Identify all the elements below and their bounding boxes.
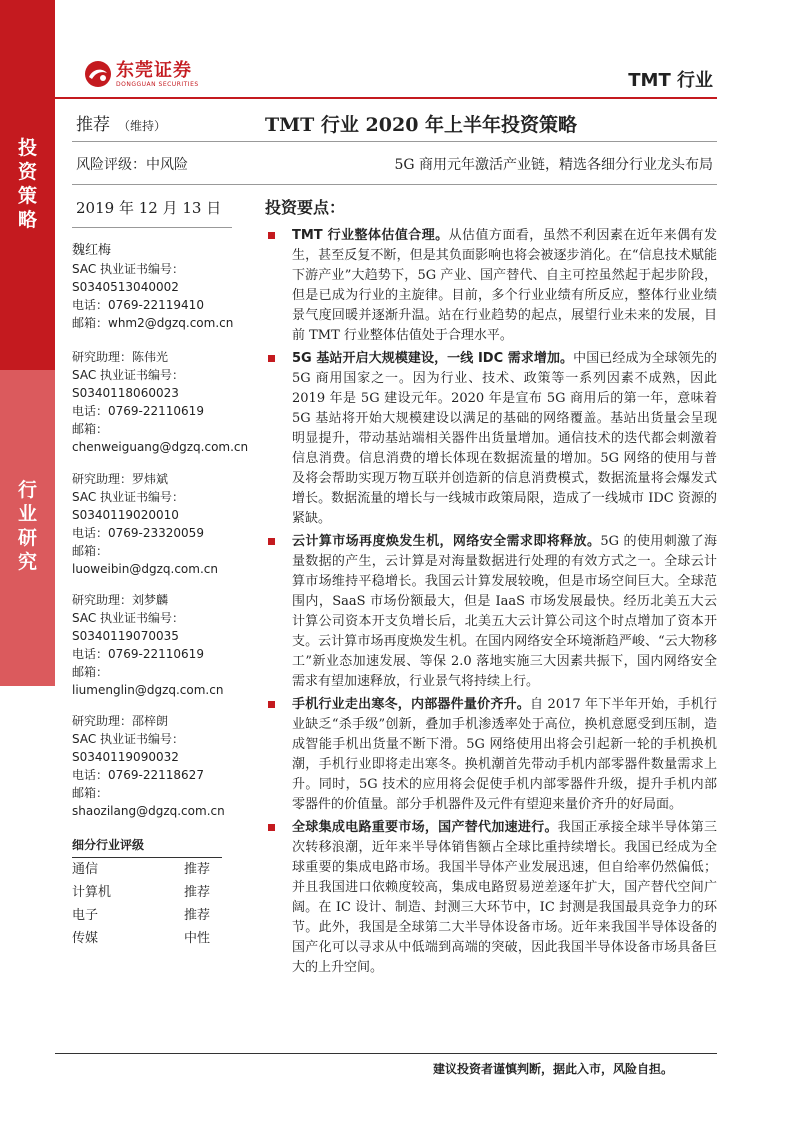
analyst-email-label: 邮箱： bbox=[72, 422, 109, 436]
analyst-card bbox=[72, 242, 233, 332]
sub-industry-ratings bbox=[72, 836, 222, 950]
analyst-cert-label: SAC 执业证书编号： bbox=[72, 732, 185, 746]
keypoint-text: 从估值方面看，虽然不利因素在近年来偶有发生，甚至反复不断，但是其负面影响也将会被逐步消化。在“信息技术赋能下游产业”大趋势下，5G 产业、国产替代、自主可控虽然起于起步阶段，但是已成为行业的主旋律。目前，多个行业业绩有所反应，整体行业业绩景气度回暖并逐渐升温。站在行业趋势的起点，展望行业未来的发展，目前 TMT 行业整体估值处于合理水平。 bbox=[292, 228, 717, 343]
table-row bbox=[72, 904, 222, 927]
analyst-phone: 电话：0769-23320059 bbox=[72, 526, 204, 540]
square-bullet-icon bbox=[268, 538, 275, 545]
analyst-name: 研究助理：刘梦麟 bbox=[72, 593, 169, 607]
divider bbox=[72, 184, 717, 185]
analyst-phone: 电话：0769-22119410 bbox=[72, 298, 204, 312]
sector-rating: 中性 bbox=[183, 931, 210, 946]
analyst-card bbox=[72, 470, 218, 578]
list-item bbox=[262, 532, 717, 692]
report-date: 2019 年 12 月 13 日 bbox=[76, 199, 222, 217]
sidebar-research-text: 行业研究 bbox=[17, 479, 37, 573]
analyst-email: liumenglin@dgzq.com.cn bbox=[72, 683, 224, 697]
analyst-cert: S0340119020010 bbox=[72, 508, 179, 522]
sector-rating: 推荐 bbox=[183, 908, 210, 923]
keypoint-text: 中国已经成为全球领先的 5G 商用国家之一。因为行业、技术、政策等一系列因素不成熟，因此 2019 年是 5G 建设元年。2020 年是宣布 5G 商用后的第一年，意味着 5G 基站将开始大规模建设以满足的基础的网络覆盖。基站出货量会呈现明显提升，带动基站端相关器件出货量增加。通信技术的迭代都会刺激着信息消费。信息消费的增长体现在数据流量的增加。5G 网络的使用与普及将会帮助实现万物互联并创造新的信息消费模式，数据流量将会爆发式增长。数据流量的增长与一线城市政策局限，造成了一线城市 IDC 资源的紧缺。 bbox=[292, 351, 717, 526]
page-title: TMT 行业 2020 年上半年投资策略 bbox=[265, 114, 578, 136]
keypoints-list bbox=[262, 226, 717, 981]
risk-rating: 风险评级：中风险 bbox=[76, 157, 188, 173]
analyst-card bbox=[72, 591, 223, 699]
analyst-cert: S0340119090032 bbox=[72, 750, 179, 764]
sidebar-label-strategy bbox=[0, 136, 55, 232]
sector-rating: 推荐 bbox=[183, 862, 210, 877]
keypoint-text: 我国正承接全球半导体第三次转移浪潮，近年来半导体销售额占全球比重持续增长。我国已经成为全球重要的集成电路市场。我国半导体产业发展迅速，但自给率仍然偏低；并且我国进口依赖度较高，集成电路贸易逆差逐年扩大，国产替代空间广阔。在 IC 设计、制造、封测三大环节中，IC 封测是我国最具竞争力的环节。此外，我国是全球第二大半导体设备市场。近年来我国半导体设备的国产化可以寻求从中低端到高端的突破，因此我国半导体设备市场具备巨大的上升空间。 bbox=[292, 820, 717, 975]
rating-status: （维持） bbox=[118, 119, 167, 133]
analyst-card bbox=[72, 712, 225, 820]
keypoint-text: 5G 的使用刺激了海量数据的产生，云计算是对海量数据进行处理的有效方式之一。全球云计算市场维持平稳增长。我国云计算发展较晚，但是市场空间巨大。全球范围内，SaaS 市场份额最大，但是 IaaS 市场发展最快。经历北美五大云计算公司资本开支负增长后，北美五大云计算公司这个时点增加了资本开支。云计算市场再度焕发生机。在国内网络安全环境渐趋严峻、“云大物移工”新业态加速发展、等保 2.0 落地实施三大因素共振下，国内网络安全需求有望加速释放，行业景气将持续上行。 bbox=[292, 534, 717, 689]
page-subtitle: 5G 商用元年激活产业链，精选各细分行业龙头布局 bbox=[394, 157, 713, 173]
square-bullet-icon bbox=[268, 232, 275, 239]
list-item bbox=[262, 226, 717, 346]
analyst-email-label: 邮箱： bbox=[72, 786, 109, 800]
analyst-cert-label: SAC 执业证书编号： bbox=[72, 611, 185, 625]
divider bbox=[72, 227, 232, 228]
sector-name: 电子 bbox=[72, 908, 99, 923]
brand-name-cn: 东莞证券 bbox=[116, 59, 192, 81]
analyst-cert: S0340118060023 bbox=[72, 386, 179, 400]
analyst-cert: S0340513040002 bbox=[72, 280, 179, 294]
analyst-email: 邮箱：whm2@dgzq.com.cn bbox=[72, 316, 234, 330]
table-row bbox=[72, 881, 222, 904]
sector-name: 传媒 bbox=[72, 931, 99, 946]
list-item bbox=[262, 695, 717, 815]
footer-rule bbox=[55, 1053, 717, 1054]
analyst-phone: 电话：0769-22118627 bbox=[72, 768, 204, 782]
analyst-cert-label: SAC 执业证书编号： bbox=[72, 368, 185, 382]
analyst-email: shaozilang@dgzq.com.cn bbox=[72, 804, 225, 818]
industry-header: TMT 行业 bbox=[628, 70, 713, 91]
analyst-email-label: 邮箱： bbox=[72, 665, 109, 679]
sector-name: 通信 bbox=[72, 862, 99, 877]
analyst-email: chenweiguang@dgzq.com.cn bbox=[72, 440, 249, 454]
square-bullet-icon bbox=[268, 824, 275, 831]
rating bbox=[76, 110, 166, 135]
list-item bbox=[262, 818, 717, 978]
sidebar-label-research bbox=[0, 478, 55, 574]
analyst-name: 研究助理：罗炜斌 bbox=[72, 472, 169, 486]
keypoint-heading: 云计算市场再度焕发生机，网络安全需求即将释放。 bbox=[292, 534, 601, 549]
analyst-name: 研究助理：陈伟光 bbox=[72, 350, 169, 364]
analyst-cert-label: SAC 执业证书编号： bbox=[72, 262, 185, 276]
analyst-phone: 电话：0769-22110619 bbox=[72, 647, 204, 661]
logo-mark-icon bbox=[84, 60, 112, 88]
analyst-email-label: 邮箱： bbox=[72, 544, 109, 558]
analyst-name: 研究助理：邵梓朗 bbox=[72, 714, 169, 728]
square-bullet-icon bbox=[268, 701, 275, 708]
list-item bbox=[262, 349, 717, 529]
keypoint-heading: 5G 基站开启大规模建设，一线 IDC 需求增加。 bbox=[292, 351, 574, 366]
footer-disclaimer: 建议投资者谨慎判断，据此入市，风险自担。 bbox=[432, 1062, 673, 1076]
rating-label: 推荐 bbox=[76, 115, 110, 135]
keypoint-text: 自 2017 年下半年开始，手机行业缺乏“杀手级”创新，叠加手机渗透率处于高位，换机意愿受到压制，造成智能手机出货量不断下滑。5G 网络使用出将会引起新一轮的手机换机潮，手机行业即将走出寒冬。换机潮首先带动手机内部零器件数量需求上升。同时，5G 技术的应用将会促使手机内部零器件升级，提升手机内部零器件的价值量。部分手机器件及元件有望迎来量价齐升的好局面。 bbox=[292, 697, 717, 812]
square-bullet-icon bbox=[268, 355, 275, 362]
sidebar-strategy-text: 投资策略 bbox=[17, 137, 37, 231]
brand-name-en: DONGGUAN SECURITIES bbox=[116, 80, 199, 88]
table-row bbox=[72, 858, 222, 881]
keypoint-heading: 手机行业走出寒冬，内部器件量价齐升。 bbox=[292, 697, 530, 712]
divider bbox=[72, 141, 717, 142]
keypoint-heading: 全球集成电路重要市场，国产替代加速进行。 bbox=[292, 820, 558, 835]
analyst-cert: S0340119070035 bbox=[72, 629, 179, 643]
analyst-cert-label: SAC 执业证书编号： bbox=[72, 490, 185, 504]
keypoints-heading: 投资要点： bbox=[265, 198, 346, 217]
table-row bbox=[72, 927, 222, 950]
analyst-email: luoweibin@dgzq.com.cn bbox=[72, 562, 218, 576]
sub-ratings-heading: 细分行业评级 bbox=[72, 836, 222, 858]
sector-rating: 推荐 bbox=[183, 885, 210, 900]
header-rule bbox=[55, 97, 717, 99]
analyst-name: 魏红梅 bbox=[72, 243, 112, 258]
sector-name: 计算机 bbox=[72, 885, 112, 900]
analyst-phone: 电话：0769-22110619 bbox=[72, 404, 204, 418]
analyst-card bbox=[72, 348, 248, 456]
keypoint-heading: TMT 行业整体估值合理。 bbox=[292, 228, 449, 243]
brand-logo bbox=[84, 60, 199, 88]
